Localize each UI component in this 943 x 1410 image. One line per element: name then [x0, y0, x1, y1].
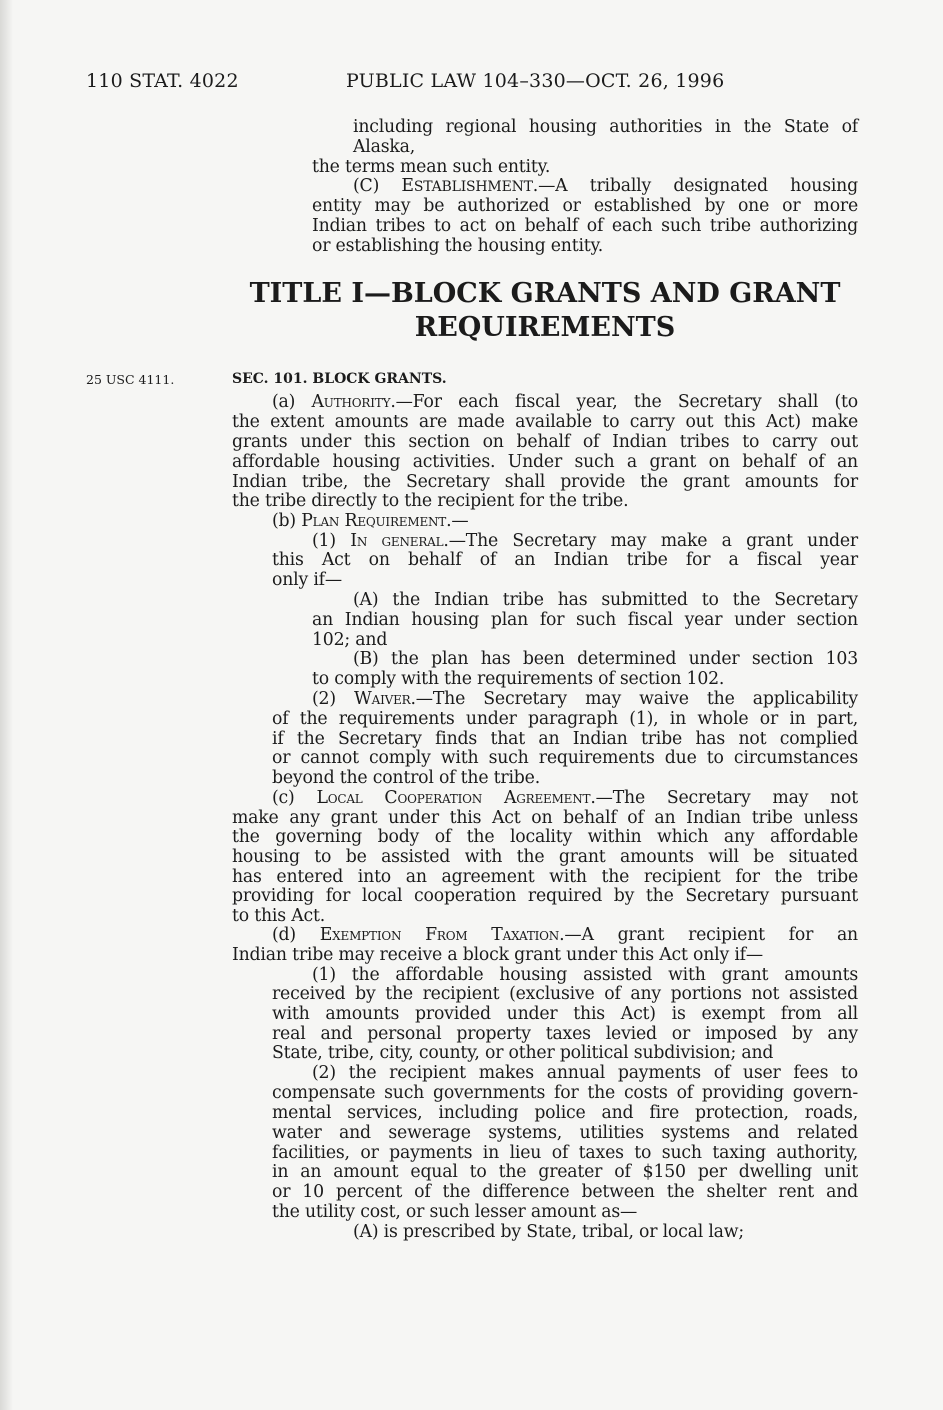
text-line: compensate such governments for the costs of providing govern- — [272, 1083, 858, 1103]
text-line: an Indian housing plan for such fiscal year under section — [312, 610, 858, 630]
text-line: providing for local cooperation required by the Secretary pursuant — [232, 886, 858, 906]
text-line: (A) is prescribed by State, tribal, or local law; — [353, 1222, 744, 1242]
page-citation: 110 STAT. 4022 — [86, 70, 239, 92]
text-line: Indian tribes to act on behalf of each such tribe authorizing — [312, 216, 858, 236]
text-line: Alaska, — [353, 137, 416, 157]
text-line: in an amount equal to the greater of $150 per dwelling unit — [272, 1162, 858, 1182]
text-line: entity may be authorized or established by one or more — [312, 196, 858, 216]
text-line: or establishing the housing entity. — [312, 236, 604, 256]
text-line: has entered into an agreement with the recipient for the tribe — [232, 867, 858, 887]
text-line: to this Act. — [232, 906, 326, 926]
text-line: real and personal property taxes levied or imposed by any — [272, 1024, 858, 1044]
text-line: (b) Plan Requirement.— — [272, 511, 469, 531]
text-line: with amounts provided under this Act) is exempt from all — [272, 1004, 858, 1024]
title-line: REQUIREMENTS — [414, 312, 676, 343]
text-line: water and sewerage systems, utilities systems and related — [272, 1123, 858, 1143]
text-line: if the Secretary finds that an Indian tribe has not complied — [272, 729, 858, 749]
text-line: the utility cost, or such lesser amount as— — [272, 1202, 638, 1222]
text-line: 102; and — [312, 630, 388, 650]
text-line: State, tribe, city, county, or other political subdivision; and — [272, 1043, 774, 1063]
text-line: (d) Exemption From Taxation.—A grant recipient for an — [272, 925, 858, 945]
text-line: or 10 percent of the difference between the shelter rent and — [272, 1182, 858, 1202]
text-line: Indian tribe, the Secretary shall provide the grant amounts for — [232, 472, 858, 492]
text-line: beyond the control of the tribe. — [272, 768, 540, 788]
text-line: the terms mean such entity. — [312, 157, 551, 177]
text-line: affordable housing activities. Under such a grant on behalf of an — [232, 452, 858, 472]
text-line: received by the recipient (exclusive of any portions not assisted — [272, 984, 858, 1004]
text-line: grants under this section on behalf of Indian tribes to carry out — [232, 432, 858, 452]
running-header: PUBLIC LAW 104–330—OCT. 26, 1996 — [346, 70, 725, 92]
text-line: (A) the Indian tribe has submitted to the Secretary — [353, 590, 858, 610]
text-line: mental services, including police and fire protection, roads, — [272, 1103, 858, 1123]
text-line: (c) Local Cooperation Agreement.—The Secretary may not — [272, 788, 859, 808]
page-edge-shadow — [0, 0, 13, 1410]
text-line: (2) the recipient makes annual payments of user fees to — [312, 1063, 858, 1083]
text-line: (1) the affordable housing assisted with grant amounts — [312, 965, 858, 985]
text-line: the extent amounts are made available to carry out this Act) make — [232, 412, 858, 432]
text-line: only if— — [272, 570, 342, 590]
text-line: facilities, or payments in lieu of taxes to such taxing authority, — [272, 1143, 858, 1163]
text-line: of the requirements under paragraph (1), in whole or in part, — [272, 709, 858, 729]
text-line: (B) the plan has been determined under section 103 — [353, 649, 858, 669]
text-line: (C) ESTABLISHMENT.—A tribally designated housing — [353, 176, 858, 196]
text-line: (2) Waiver.—The Secretary may waive the applicability — [312, 689, 858, 709]
text-line: (1) In general.—The Secretary may make a grant under — [312, 531, 858, 551]
text-line: or cannot comply with such requirements due to circumstances — [272, 748, 858, 768]
text-line: the tribe directly to the recipient for the tribe. — [232, 491, 629, 511]
margin-citation: 25 USC 4111. — [86, 372, 175, 387]
text-line: make any grant under this Act on behalf of an Indian tribe unless — [232, 808, 858, 828]
text-line: to comply with the requirements of section 102. — [312, 669, 725, 689]
text-line: (a) Authority.—For each fiscal year, the Secretary shall (to — [272, 392, 858, 412]
text-line: this Act on behalf of an Indian tribe for a fiscal year — [272, 550, 858, 570]
text-line: housing to be assisted with the grant amounts will be situated — [232, 847, 858, 867]
title-line: TITLE I—BLOCK GRANTS AND GRANT — [249, 278, 841, 309]
text-line: the governing body of the locality within which any affordable — [232, 827, 858, 847]
section-heading: SEC. 101. BLOCK GRANTS. — [232, 371, 447, 387]
text-line: Indian tribe may receive a block grant under this Act only if— — [232, 945, 763, 965]
text-line: including regional housing authorities in the State of — [353, 117, 858, 137]
